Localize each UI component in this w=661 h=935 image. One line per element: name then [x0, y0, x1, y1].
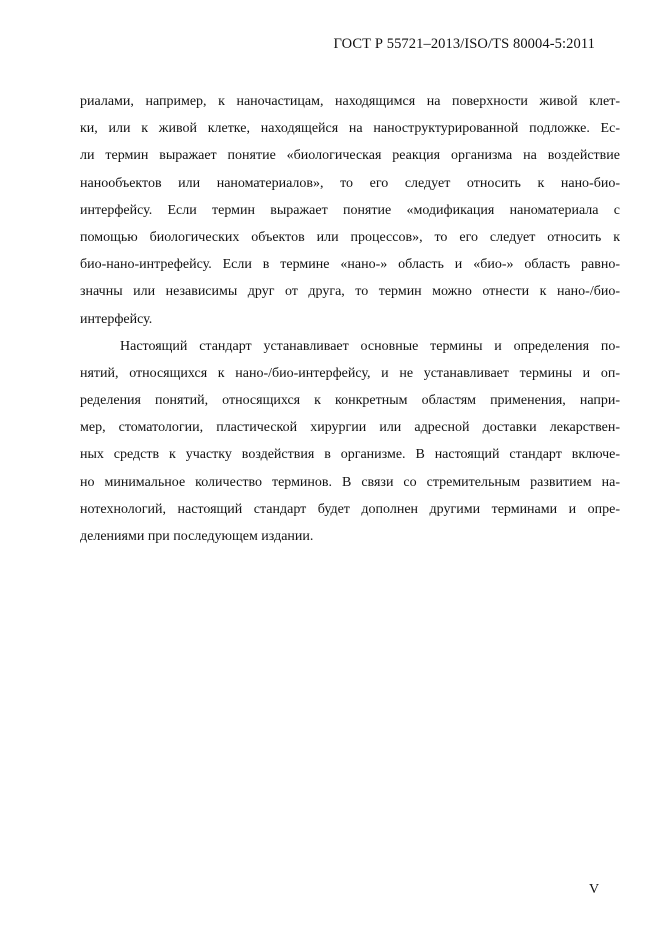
paragraph-1 — [80, 88, 620, 333]
text-line: значны или независимы друг от друга, то термин можно отнести к нано-/био- — [80, 284, 620, 300]
text-line: нотехнологий, настоящий стандарт будет дополнен другими терминами и опре- — [80, 501, 620, 517]
text-line: интерфейсу. Если термин выражает понятие «модификация наноматериала с — [80, 202, 620, 218]
text-line: био-нано-интрефейсу. Если в термине «нано-» область и «био-» область равно- — [80, 257, 620, 273]
text-line: но минимальное количество терминов. В связи со стремительным развитием на- — [80, 474, 620, 490]
paragraph-2 — [80, 333, 620, 551]
text-line: ли термин выражает понятие «биологическая реакция организма на воздействие — [80, 148, 620, 164]
text-line: помощью биологических объектов или процессов», то его следует относить к — [80, 229, 620, 245]
text-line: Настоящий стандарт устанавливает основные термины и определения по- — [120, 338, 620, 354]
document-header: ГОСТ Р 55721–2013/ISO/TS 80004-5:2011 — [333, 36, 595, 52]
document-body — [80, 88, 620, 550]
text-line: интерфейсу. — [80, 311, 153, 327]
text-line: мер, стоматологии, пластической хирургии или адресной доставки лекарствен- — [80, 420, 620, 436]
text-line: делениями при последующем издании. — [80, 529, 314, 544]
text-line: ных средств к участку воздействия в организме. В настоящий стандарт включе- — [80, 447, 620, 463]
text-line: нанообъектов или наноматериалов», то его следует относить к нано-био- — [80, 175, 620, 191]
page-number: V — [589, 882, 600, 897]
text-line: ки, или к живой клетке, находящейся на наноструктурированной подложке. Ес- — [80, 121, 620, 137]
text-line: риалами, например, к наночастицам, находящимся на поверхности живой клет- — [80, 94, 620, 109]
text-line: ределения понятий, относящихся к конкретным областям применения, напри- — [80, 393, 620, 409]
text-line: нятий, относящихся к нано-/био-интерфейсу, и не устанавливает термины и оп- — [80, 365, 620, 381]
